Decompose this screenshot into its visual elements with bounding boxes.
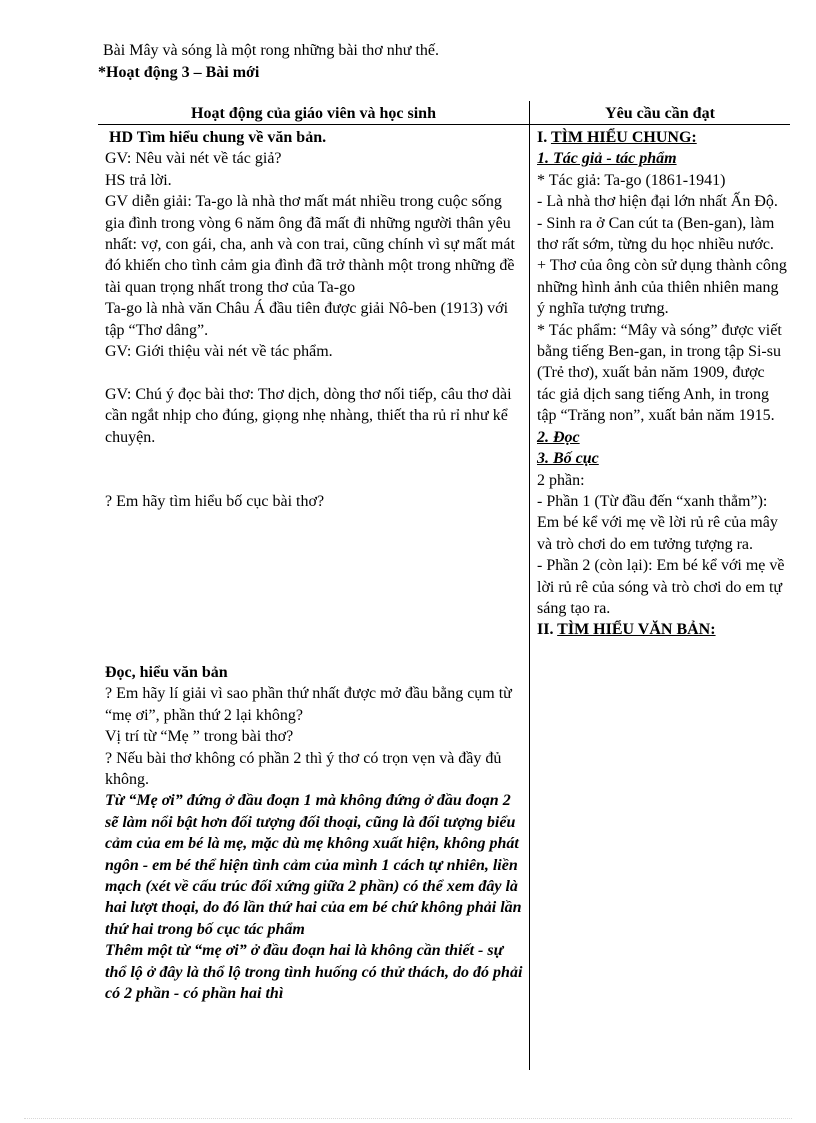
question-part-two: ? Nếu bài thơ không có phần 2 thì ý thơ có trọn vẹn và đầy đủ không. — [105, 749, 502, 789]
author-poet: - Là nhà thơ hiện đại lớn nhất Ấn Độ. — [537, 193, 778, 211]
author-poetry: + Thơ của ông còn sử dụng thành công những hình ảnh của thiên nhiên mang ý nghĩa tượng trưng. — [537, 257, 787, 318]
column-header-teacher-student: Hoạt động của giáo viên và học sinh — [191, 105, 436, 122]
table-column-divider — [529, 101, 530, 1070]
part-two: - Phần 2 (còn lại): Em bé kể với mẹ về lời rủ rê của sóng và trò chơi do em tự sáng tạo ra. — [537, 557, 785, 617]
part-one: - Phần 1 (Từ đầu đến “xanh thẳm”): Em bé kể với mẹ về lời rủ rê của mây và trò chơi do em tưởng tượng ra. — [537, 492, 778, 553]
work-info: * Tác phẩm: “Mây và sóng” được viết bằng tiếng Ben-gan, in trong tập Si-su (Trẻ thơ), xuất bản năm 1909, được tác giả dịch sang tiếng Anh, in trong tập “Trăng non”, xuất bản năm 1915. — [537, 321, 782, 425]
author-line: * Tác giả: Ta-go (1861-1941) — [537, 171, 726, 189]
teacher-intro-work: GV: Giới thiệu vài nét về tác phẩm. — [105, 343, 333, 361]
section-text-title — [537, 619, 787, 640]
answer-paragraph-1: Từ “Mẹ ơi” đứng ở đầu đoạn 1 mà không đứng ở đầu đoạn 2 sẽ làm nổi bật hơn đối tượng đối thoại, cũng là đối tượng biểu cảm của em bé là mẹ, mặc dù mẹ không xuất hiện, không phát ngôn - em bé thể hiện tình cảm của mình 1 cách tự nhiên, liền mạch (xét về cấu trúc đối xứng giữa 2 phần) có thể xem đây là hai lượt thoại, do đó lần thứ hai của em bé chứ không phải lần thứ hai trong bố cục tác phẩm — [105, 792, 522, 938]
activity-heading: *Hoạt động 3 – Bài mới — [98, 64, 260, 81]
nobel-note: Ta-go là nhà văn Châu Á đầu tiên được giải Nô-ben (1913) với tập “Thơ dâng”. — [105, 300, 509, 339]
page-bottom-rule — [24, 1118, 792, 1119]
table-header-divider — [98, 124, 790, 125]
structure-heading: 3. Bố cục — [537, 450, 599, 468]
question-me-oi: ? Em hãy lí giải vì sao phần thứ nhất được mở đầu bằng cụm từ “mẹ ơi”, phần thứ 2 lại không? — [105, 685, 512, 724]
section-text-title-text: TÌM HIỂU VĂN BẢN: — [557, 621, 716, 639]
author-birth: - Sinh ra ở Can cút ta (Ben-gan), làm thơ rất sớm, từng du học nhiều nước. — [537, 214, 775, 254]
section-general-title-text: TÌM HIỂU CHUNG: — [550, 129, 697, 146]
teacher-explanation: GV diễn giải: Ta-go là nhà thơ mất mát nhiều trong cuộc sống gia đình trong vòng 6 năm ông đã mất đi những người thân yêu nhất: vợ, con gái, cha, anh và con trai, cũng chính vì sự mất mát đó khiến cho tình cảm gia đình đã trở thành một trong những đề tài quan trọng nhất trong thơ của Ta-go — [105, 193, 515, 296]
section-text-number: II. — [537, 621, 554, 639]
student-answer: HS trả lời. — [105, 171, 172, 189]
column-header-requirements: Yêu cầu cần đạt — [605, 105, 715, 122]
right-column — [537, 127, 787, 641]
section-heading-general: HD Tìm hiểu chung về văn bản. — [109, 129, 327, 146]
intro-line: Bài Mây và sóng là một rong những bài thơ như thế. — [103, 42, 439, 59]
parts-count: 2 phần: — [537, 471, 585, 489]
section-general-title: I. TÌM HIỂU CHUNG: — [537, 129, 697, 146]
teacher-question-author: GV: Nêu vài nét về tác giả? — [105, 150, 282, 168]
reading-guidance: GV: Chú ý đọc bài thơ: Thơ dịch, dòng thơ nối tiếp, câu thơ dài cần ngắt nhịp cho đúng, giọng nhẹ nhàng, thiết tha rủ rỉ như kể chuyện. — [105, 385, 512, 446]
question-me-position: Vị trí từ “Mẹ ” trong bài thơ? — [105, 728, 294, 746]
author-work-heading: 1. Tác giả - tác phẩm — [537, 150, 677, 168]
structure-question: ? Em hãy tìm hiểu bố cục bài thơ? — [105, 492, 325, 510]
reading-heading: 2. Đọc — [537, 428, 580, 446]
answer-paragraph-2: Thêm một từ “mẹ ơi” ở đầu đoạn hai là không cần thiết - sự thổ lộ ở đây là thổ lộ trong tình huống có thử thách, do đó phải có 2 phần - có phần hai thì — [105, 942, 523, 1003]
left-column — [105, 127, 525, 1005]
section-heading-reading: Đọc, hiểu văn bản — [105, 664, 228, 681]
